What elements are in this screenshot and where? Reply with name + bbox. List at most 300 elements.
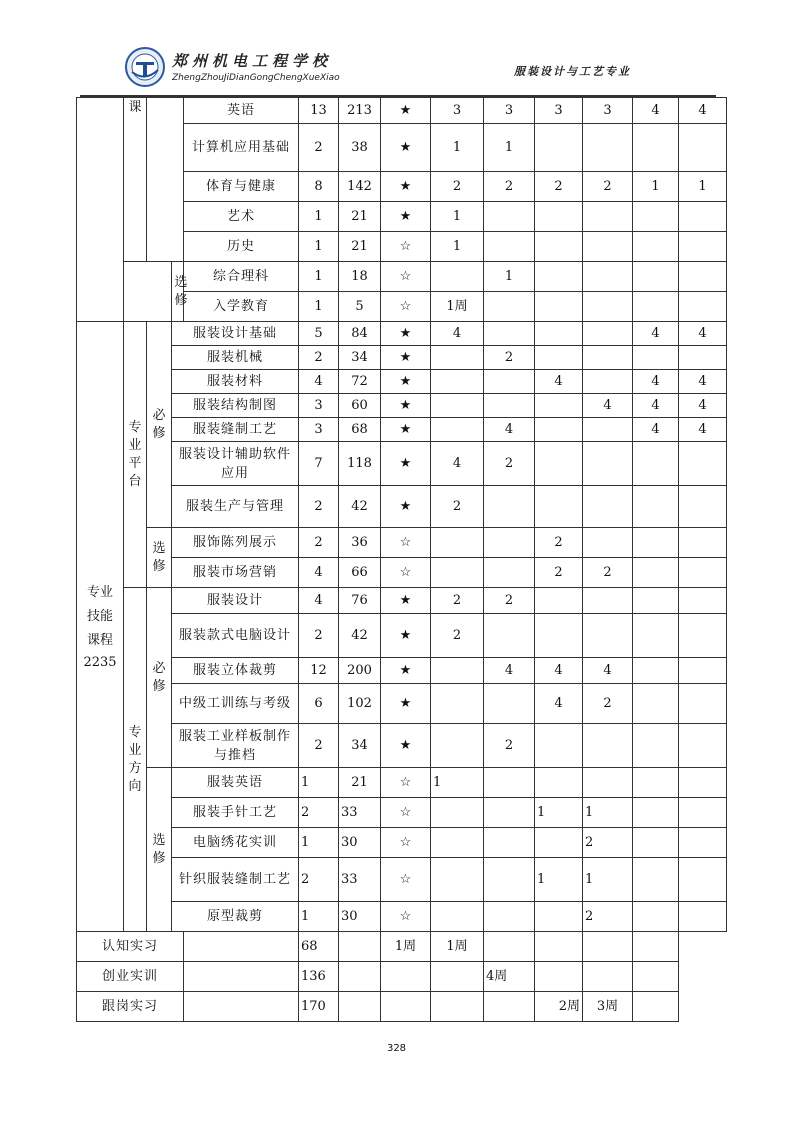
periods-cell: 4 bbox=[299, 370, 339, 394]
mark-cell: ☆ bbox=[381, 858, 431, 902]
semester-4-cell: 4 bbox=[583, 658, 633, 684]
semester-2-cell bbox=[431, 962, 484, 992]
course-name: 计算机应用基础 bbox=[184, 124, 299, 172]
semester-2-cell bbox=[484, 370, 535, 394]
semester-5-cell bbox=[633, 768, 679, 798]
semester-1-cell: 4 bbox=[431, 442, 484, 486]
mark-cell: ★ bbox=[381, 98, 431, 124]
semester-5-cell bbox=[633, 798, 679, 828]
course-name: 英语 bbox=[184, 98, 299, 124]
semester-2-cell bbox=[484, 798, 535, 828]
semester-3-cell bbox=[535, 202, 583, 232]
periods-cell: 1 bbox=[299, 202, 339, 232]
semester-2-cell: 4 bbox=[484, 418, 535, 442]
course-name: 服装设计辅助软件应用 bbox=[172, 442, 299, 486]
hours-cell: 33 bbox=[339, 858, 381, 902]
semester-3-cell: 4 bbox=[535, 684, 583, 724]
hours-cell: 136 bbox=[299, 962, 339, 992]
semester-5-cell: 4 bbox=[633, 418, 679, 442]
periods-cell: 2 bbox=[299, 486, 339, 528]
category-zhuanye-jineng: 专业技能课程 2235 bbox=[77, 322, 124, 932]
semester-3-cell bbox=[535, 442, 583, 486]
hours-cell: 42 bbox=[339, 614, 381, 658]
semester-5-cell bbox=[633, 346, 679, 370]
semester-2-cell bbox=[484, 858, 535, 902]
course-name: 入学教育 bbox=[184, 292, 299, 322]
course-name: 电脑绣花实训 bbox=[172, 828, 299, 858]
hours-cell: 38 bbox=[339, 124, 381, 172]
mark-cell: ★ bbox=[381, 322, 431, 346]
hours-cell: 18 bbox=[339, 262, 381, 292]
periods-cell: 3 bbox=[299, 418, 339, 442]
hours-cell: 34 bbox=[339, 724, 381, 768]
semester-1-cell: 2 bbox=[431, 614, 484, 658]
semester-3-cell: 2 bbox=[535, 172, 583, 202]
mark-cell: ★ bbox=[381, 370, 431, 394]
semester-4-cell bbox=[583, 292, 633, 322]
semester-6-cell: 4 bbox=[679, 394, 727, 418]
periods-cell: 4 bbox=[299, 588, 339, 614]
semester-6-cell bbox=[633, 992, 679, 1022]
major-title: 服装设计与工艺专业 bbox=[514, 65, 631, 78]
semester-3-cell bbox=[535, 588, 583, 614]
periods-cell: 1 bbox=[299, 828, 339, 858]
course-name: 认知实习 bbox=[77, 932, 184, 962]
hours-cell: 76 bbox=[339, 588, 381, 614]
table-row bbox=[77, 932, 727, 962]
semester-2-cell: 2 bbox=[484, 172, 535, 202]
table-row bbox=[77, 798, 727, 828]
course-name: 综合理科 bbox=[184, 262, 299, 292]
periods-cell: 6 bbox=[299, 684, 339, 724]
group-label-pingtai: 专业平台 bbox=[124, 322, 147, 588]
semester-2-cell bbox=[484, 828, 535, 858]
semester-6-cell bbox=[679, 442, 727, 486]
mark-cell: ★ bbox=[381, 684, 431, 724]
semester-1-cell: 2 bbox=[431, 172, 484, 202]
semester-5-cell bbox=[633, 558, 679, 588]
semester-3-cell bbox=[535, 292, 583, 322]
table-row bbox=[77, 262, 727, 292]
course-name: 跟岗实习 bbox=[77, 992, 184, 1022]
mark-cell: ☆ bbox=[381, 902, 431, 932]
semester-5-cell bbox=[583, 962, 633, 992]
semester-4-cell: 1 bbox=[583, 798, 633, 828]
group-label-bixiu: 必修 bbox=[147, 322, 172, 528]
table-row bbox=[77, 902, 727, 932]
semester-6-cell bbox=[679, 292, 727, 322]
semester-2-cell: 2 bbox=[484, 346, 535, 370]
mark-cell: ★ bbox=[381, 394, 431, 418]
periods-cell: 1 bbox=[299, 768, 339, 798]
semester-5-cell: 1 bbox=[633, 172, 679, 202]
category-cell bbox=[77, 98, 124, 322]
table-row bbox=[77, 486, 727, 528]
table-row bbox=[77, 828, 727, 858]
semester-2-cell bbox=[484, 902, 535, 932]
semester-6-cell bbox=[679, 528, 727, 558]
hours-cell: 42 bbox=[339, 486, 381, 528]
semester-4-cell bbox=[583, 614, 633, 658]
semester-6-cell: 4 bbox=[679, 370, 727, 394]
semester-5-cell: 3周 bbox=[583, 992, 633, 1022]
semester-1-cell: 1周 bbox=[381, 932, 431, 962]
course-name: 服装立体裁剪 bbox=[172, 658, 299, 684]
semester-3-cell bbox=[535, 828, 583, 858]
periods-cell: 13 bbox=[299, 98, 339, 124]
course-name: 历史 bbox=[184, 232, 299, 262]
table-row bbox=[77, 768, 727, 798]
semester-1-cell bbox=[431, 262, 484, 292]
table-row bbox=[77, 558, 727, 588]
periods-cell: 2 bbox=[299, 124, 339, 172]
semester-4-cell: 2 bbox=[583, 902, 633, 932]
semester-5-cell bbox=[633, 658, 679, 684]
course-name: 服装结构制图 bbox=[172, 394, 299, 418]
group-label-xuanxiu: 选修 bbox=[172, 262, 184, 322]
semester-6-cell bbox=[679, 684, 727, 724]
semester-5-cell bbox=[633, 442, 679, 486]
semester-1-cell bbox=[431, 394, 484, 418]
hours-cell: 60 bbox=[339, 394, 381, 418]
semester-5-cell bbox=[633, 684, 679, 724]
periods-cell: 1 bbox=[299, 292, 339, 322]
semester-5-cell bbox=[633, 902, 679, 932]
periods-cell: 1 bbox=[299, 232, 339, 262]
semester-6-cell bbox=[679, 768, 727, 798]
school-name-cn: 郑州机电工程学校 bbox=[172, 52, 333, 70]
semester-1-cell bbox=[431, 558, 484, 588]
semester-3-cell bbox=[535, 614, 583, 658]
periods-cell: 2 bbox=[299, 798, 339, 828]
semester-1-cell: 1 bbox=[431, 124, 484, 172]
mark-cell: ★ bbox=[381, 346, 431, 370]
hours-cell: 72 bbox=[339, 370, 381, 394]
mark-cell: ★ bbox=[381, 486, 431, 528]
table-row bbox=[77, 684, 727, 724]
semester-5-cell bbox=[633, 202, 679, 232]
hours-cell: 21 bbox=[339, 768, 381, 798]
mark-cell: ★ bbox=[381, 442, 431, 486]
table-row bbox=[77, 528, 727, 558]
periods-cell: 4 bbox=[299, 558, 339, 588]
semester-3-cell bbox=[484, 932, 535, 962]
hours-cell: 34 bbox=[339, 346, 381, 370]
table-row bbox=[77, 322, 727, 346]
hours-cell: 21 bbox=[339, 232, 381, 262]
periods-cell: 7 bbox=[299, 442, 339, 486]
hours-cell: 36 bbox=[339, 528, 381, 558]
table-row bbox=[77, 858, 727, 902]
semester-1-cell bbox=[431, 858, 484, 902]
mark-cell bbox=[339, 932, 381, 962]
semester-3-cell bbox=[535, 418, 583, 442]
semester-3-cell bbox=[484, 992, 535, 1022]
course-name: 针织服装缝制工艺 bbox=[172, 858, 299, 902]
semester-6-cell: 4 bbox=[679, 98, 727, 124]
total-hours: 2235 bbox=[83, 655, 117, 670]
table-row bbox=[77, 442, 727, 486]
course-name: 服装生产与管理 bbox=[172, 486, 299, 528]
semester-6-cell bbox=[679, 902, 727, 932]
semester-1-cell bbox=[381, 992, 431, 1022]
semester-5-cell bbox=[633, 724, 679, 768]
mark-cell bbox=[339, 962, 381, 992]
semester-5-cell bbox=[633, 292, 679, 322]
semester-6-cell bbox=[679, 486, 727, 528]
semester-1-cell bbox=[431, 684, 484, 724]
semester-3-cell bbox=[535, 768, 583, 798]
semester-4-cell: 3 bbox=[583, 98, 633, 124]
semester-4-cell: 4 bbox=[583, 394, 633, 418]
semester-6-cell bbox=[679, 588, 727, 614]
semester-1-cell: 3 bbox=[431, 98, 484, 124]
semester-2-cell bbox=[484, 292, 535, 322]
semester-2-cell: 2 bbox=[484, 588, 535, 614]
semester-6-cell: 4 bbox=[679, 322, 727, 346]
semester-1-cell: 4 bbox=[431, 322, 484, 346]
table-row bbox=[77, 962, 727, 992]
periods-cell: 2 bbox=[299, 724, 339, 768]
semester-2-cell bbox=[484, 614, 535, 658]
mark-cell: ★ bbox=[381, 614, 431, 658]
semester-3-cell: 4周 bbox=[484, 962, 535, 992]
hours-cell: 102 bbox=[339, 684, 381, 724]
table-row bbox=[77, 588, 727, 614]
semester-3-cell bbox=[535, 262, 583, 292]
semester-1-cell bbox=[431, 902, 484, 932]
table-row bbox=[77, 658, 727, 684]
semester-5-cell bbox=[633, 232, 679, 262]
hours-cell: 21 bbox=[339, 202, 381, 232]
course-name: 服饰陈列展示 bbox=[172, 528, 299, 558]
mark-cell: ☆ bbox=[381, 528, 431, 558]
semester-2-cell: 2 bbox=[484, 724, 535, 768]
table-row bbox=[77, 370, 727, 394]
mark-cell: ☆ bbox=[381, 768, 431, 798]
semester-5-cell bbox=[583, 932, 633, 962]
course-table bbox=[76, 97, 727, 1022]
semester-4-cell bbox=[583, 346, 633, 370]
school-logo-icon bbox=[124, 46, 166, 88]
semester-6-cell bbox=[633, 962, 679, 992]
semester-6-cell bbox=[679, 658, 727, 684]
course-name: 服装市场营销 bbox=[172, 558, 299, 588]
course-name: 体育与健康 bbox=[184, 172, 299, 202]
periods-cell bbox=[184, 962, 299, 992]
periods-cell: 1 bbox=[299, 902, 339, 932]
semester-6-cell bbox=[679, 262, 727, 292]
mark-cell: ☆ bbox=[381, 292, 431, 322]
course-name: 服装英语 bbox=[172, 768, 299, 798]
course-name: 服装设计 bbox=[172, 588, 299, 614]
school-name-en: ZhengZhouJiDianGongChengXueXiao bbox=[172, 73, 340, 83]
semester-5-cell bbox=[633, 262, 679, 292]
table-row bbox=[77, 724, 727, 768]
semester-2-cell bbox=[484, 768, 535, 798]
semester-3-cell: 1 bbox=[535, 798, 583, 828]
semester-2-cell: 2 bbox=[484, 442, 535, 486]
semester-2-cell bbox=[484, 684, 535, 724]
mark-cell: ☆ bbox=[381, 262, 431, 292]
semester-4-cell bbox=[583, 418, 633, 442]
semester-5-cell: 4 bbox=[633, 322, 679, 346]
semester-1-cell bbox=[431, 798, 484, 828]
semester-6-cell bbox=[679, 828, 727, 858]
course-name: 服装工业样板制作与推档 bbox=[172, 724, 299, 768]
semester-6-cell bbox=[679, 232, 727, 262]
group-label-xuanxiu: 选修 bbox=[147, 768, 172, 932]
periods-cell: 2 bbox=[299, 858, 339, 902]
periods-cell bbox=[184, 932, 299, 962]
semester-6-cell bbox=[679, 614, 727, 658]
group-label-bixiu: 必修 bbox=[147, 588, 172, 768]
semester-3-cell bbox=[535, 394, 583, 418]
semester-5-cell bbox=[633, 124, 679, 172]
semester-6-cell bbox=[679, 124, 727, 172]
course-name: 服装款式电脑设计 bbox=[172, 614, 299, 658]
mark-cell: ★ bbox=[381, 124, 431, 172]
semester-4-cell bbox=[583, 370, 633, 394]
semester-1-cell bbox=[431, 658, 484, 684]
semester-1-cell: 1 bbox=[431, 768, 484, 798]
hours-cell: 68 bbox=[339, 418, 381, 442]
mark-cell: ★ bbox=[381, 172, 431, 202]
semester-5-cell bbox=[633, 828, 679, 858]
semester-4-cell: 2 bbox=[583, 172, 633, 202]
semester-2-cell bbox=[484, 394, 535, 418]
semester-6-cell bbox=[679, 798, 727, 828]
periods-cell: 2 bbox=[299, 346, 339, 370]
course-name: 服装机械 bbox=[172, 346, 299, 370]
semester-6-cell bbox=[633, 932, 679, 962]
semester-6-cell bbox=[679, 858, 727, 902]
hours-cell: 33 bbox=[339, 798, 381, 828]
semester-3-cell bbox=[535, 346, 583, 370]
semester-5-cell: 4 bbox=[633, 98, 679, 124]
mark-cell: ☆ bbox=[381, 828, 431, 858]
course-name: 原型裁剪 bbox=[172, 902, 299, 932]
semester-3-cell: 2 bbox=[535, 528, 583, 558]
periods-cell: 8 bbox=[299, 172, 339, 202]
periods-cell: 2 bbox=[299, 528, 339, 558]
semester-6-cell: 1 bbox=[679, 172, 727, 202]
semester-3-cell bbox=[535, 902, 583, 932]
semester-3-cell: 1 bbox=[535, 858, 583, 902]
semester-4-cell bbox=[583, 768, 633, 798]
semester-3-cell: 4 bbox=[535, 370, 583, 394]
semester-2-cell: 3 bbox=[484, 98, 535, 124]
table-row bbox=[77, 346, 727, 370]
periods-cell: 1 bbox=[299, 262, 339, 292]
semester-4-cell bbox=[535, 932, 583, 962]
mark-cell: ☆ bbox=[381, 558, 431, 588]
table-row bbox=[77, 992, 727, 1022]
semester-5-cell: 4 bbox=[633, 370, 679, 394]
semester-2-cell: 1 bbox=[484, 124, 535, 172]
semester-4-cell bbox=[583, 232, 633, 262]
semester-4-cell bbox=[583, 486, 633, 528]
course-name: 服装设计基础 bbox=[172, 322, 299, 346]
course-name: 服装缝制工艺 bbox=[172, 418, 299, 442]
mark-cell bbox=[339, 992, 381, 1022]
semester-5-cell bbox=[633, 614, 679, 658]
semester-3-cell bbox=[535, 232, 583, 262]
semester-1-cell bbox=[431, 370, 484, 394]
periods-cell: 12 bbox=[299, 658, 339, 684]
semester-4-cell: 2 bbox=[583, 558, 633, 588]
hours-cell: 170 bbox=[299, 992, 339, 1022]
semester-6-cell bbox=[679, 202, 727, 232]
semester-3-cell bbox=[535, 322, 583, 346]
semester-1-cell: 1 bbox=[431, 202, 484, 232]
semester-3-cell: 2 bbox=[535, 558, 583, 588]
hours-cell: 66 bbox=[339, 558, 381, 588]
semester-1-cell bbox=[381, 962, 431, 992]
course-name: 服装材料 bbox=[172, 370, 299, 394]
semester-4-cell bbox=[583, 124, 633, 172]
semester-4-cell bbox=[583, 442, 633, 486]
hours-cell: 118 bbox=[339, 442, 381, 486]
semester-1-cell: 2 bbox=[431, 588, 484, 614]
semester-4-cell: 1 bbox=[583, 858, 633, 902]
semester-3-cell: 4 bbox=[535, 658, 583, 684]
periods-cell: 3 bbox=[299, 394, 339, 418]
semester-1-cell: 1 bbox=[431, 232, 484, 262]
semester-1-cell bbox=[431, 418, 484, 442]
semester-2-cell bbox=[484, 322, 535, 346]
hours-cell: 142 bbox=[339, 172, 381, 202]
semester-2-cell: 1周 bbox=[431, 932, 484, 962]
semester-3-cell bbox=[535, 486, 583, 528]
semester-5-cell bbox=[633, 486, 679, 528]
hours-cell: 213 bbox=[339, 98, 381, 124]
semester-4-cell bbox=[583, 588, 633, 614]
hours-cell: 84 bbox=[339, 322, 381, 346]
empty-cell bbox=[147, 98, 184, 262]
semester-2-cell bbox=[484, 232, 535, 262]
semester-5-cell: 4 bbox=[633, 394, 679, 418]
semester-2-cell bbox=[431, 992, 484, 1022]
semester-4-cell bbox=[583, 724, 633, 768]
semester-5-cell bbox=[633, 528, 679, 558]
semester-2-cell bbox=[484, 558, 535, 588]
table-row bbox=[77, 394, 727, 418]
mark-cell: ☆ bbox=[381, 232, 431, 262]
semester-6-cell bbox=[679, 346, 727, 370]
semester-2-cell bbox=[484, 486, 535, 528]
table-row bbox=[77, 418, 727, 442]
course-name: 创业实训 bbox=[77, 962, 184, 992]
semester-4-cell bbox=[583, 262, 633, 292]
semester-4-cell: 2周 bbox=[535, 992, 583, 1022]
mark-cell: ★ bbox=[381, 202, 431, 232]
page-number: 328 bbox=[386, 1043, 407, 1054]
semester-1-cell bbox=[431, 346, 484, 370]
semester-4-cell bbox=[583, 202, 633, 232]
group-label-xuanxiu: 选修 bbox=[147, 528, 172, 588]
semester-1-cell bbox=[431, 528, 484, 558]
semester-3-cell: 3 bbox=[535, 98, 583, 124]
semester-6-cell bbox=[679, 724, 727, 768]
semester-1-cell: 1周 bbox=[431, 292, 484, 322]
mark-cell: ★ bbox=[381, 418, 431, 442]
semester-4-cell bbox=[583, 322, 633, 346]
hours-cell: 30 bbox=[339, 902, 381, 932]
semester-3-cell bbox=[535, 124, 583, 172]
group-label-ke: 课 bbox=[124, 98, 147, 262]
semester-4-cell bbox=[583, 528, 633, 558]
